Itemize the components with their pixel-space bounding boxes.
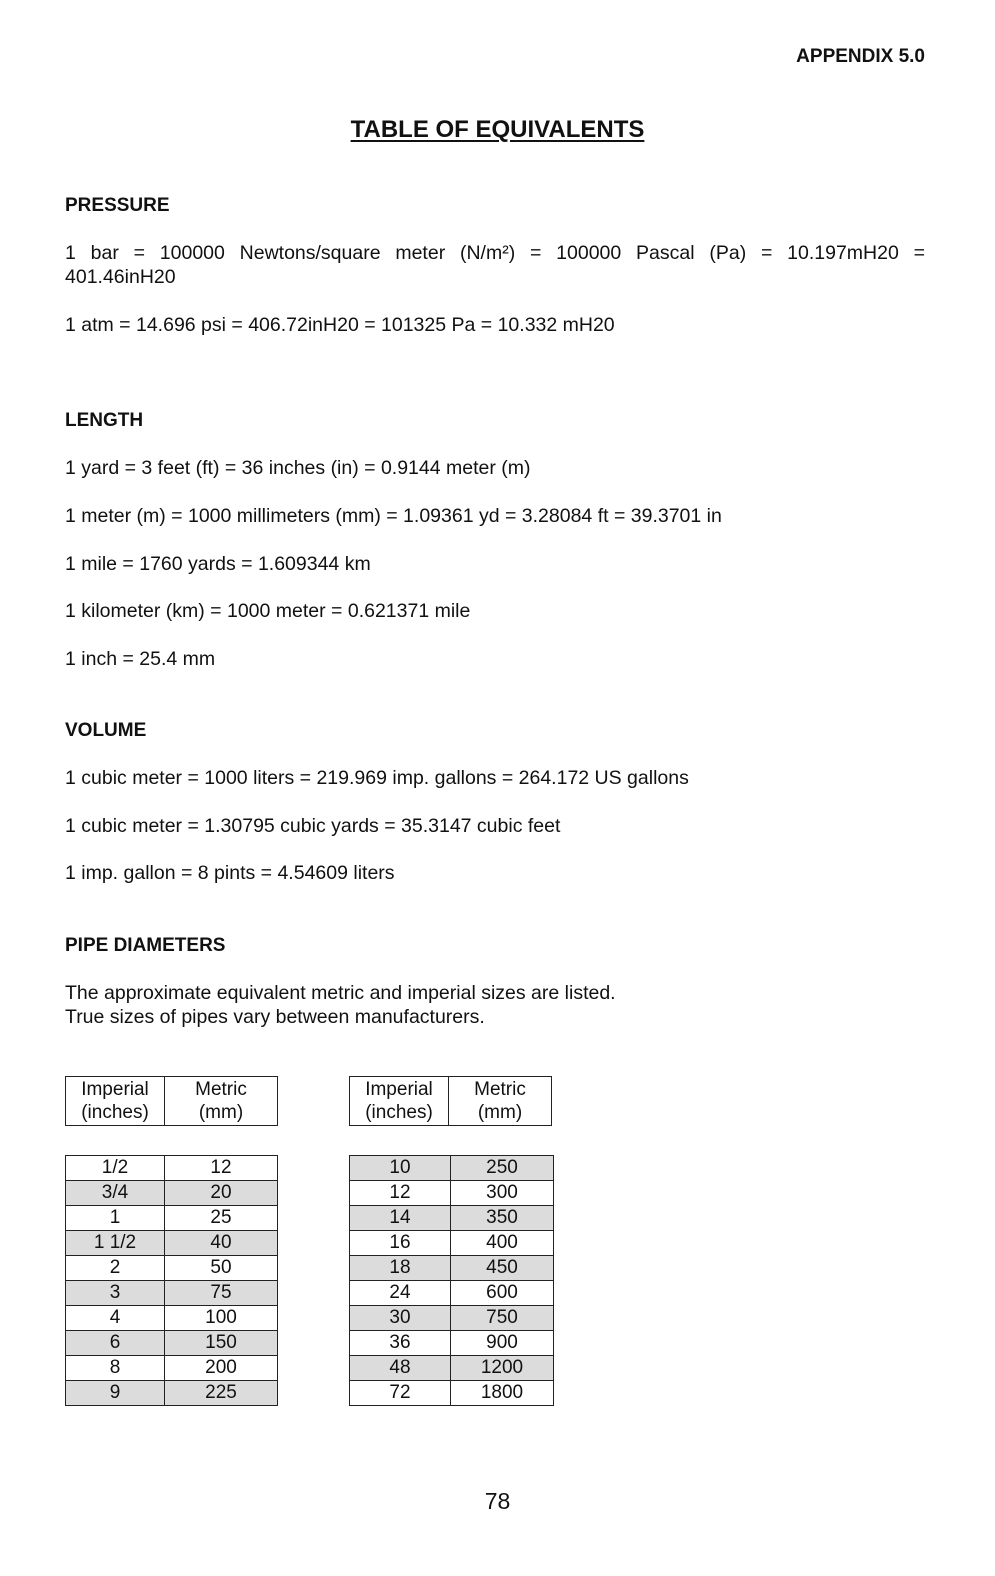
pressure-heading: PRESSURE <box>65 195 170 216</box>
table-row <box>66 1231 278 1256</box>
metric-cell: 150 <box>165 1331 278 1356</box>
table-row <box>350 1331 554 1356</box>
metric-cell: 100 <box>165 1306 278 1331</box>
imperial-cell: 2 <box>66 1256 165 1281</box>
imperial-cell: 1 <box>66 1206 165 1231</box>
pipe-table-left-header <box>65 1076 278 1126</box>
length-line: 1 kilometer (km) = 1000 meter = 0.621371 mile <box>65 600 471 622</box>
volume-line: 1 imp. gallon = 8 pints = 4.54609 liters <box>65 862 395 884</box>
imperial-cell: 36 <box>350 1331 451 1356</box>
pressure-word: (N/m²) <box>459 242 516 264</box>
table-row <box>350 1231 554 1256</box>
pipe-description-line-1: The approximate equivalent metric and imperial sizes are listed. <box>65 982 616 1004</box>
pressure-word: Pascal <box>636 242 695 264</box>
metric-cell: 1200 <box>451 1356 554 1381</box>
pipe-table-left <box>65 1155 278 1406</box>
imperial-cell: 3/4 <box>66 1181 165 1206</box>
metric-cell: 40 <box>165 1231 278 1256</box>
pressure-word: = <box>760 242 773 264</box>
table-row <box>66 1206 278 1231</box>
pipe-table-right-header <box>349 1076 552 1126</box>
length-line: 1 inch = 25.4 mm <box>65 648 216 670</box>
metric-cell: 20 <box>165 1181 278 1206</box>
table-row <box>350 1256 554 1281</box>
table-row <box>350 1206 554 1231</box>
pipe-description-line-2: True sizes of pipes vary between manufacturers. <box>65 1006 485 1028</box>
metric-cell: 75 <box>165 1281 278 1306</box>
imperial-cell: 24 <box>350 1281 451 1306</box>
page-number: 78 <box>484 1488 511 1514</box>
table-row <box>66 1306 278 1331</box>
metric-cell: 300 <box>451 1181 554 1206</box>
table-row <box>350 1356 554 1381</box>
table-row <box>350 1156 554 1181</box>
metric-cell: 750 <box>451 1306 554 1331</box>
appendix-label: APPENDIX 5.0 <box>796 46 925 67</box>
metric-cell: 600 <box>451 1281 554 1306</box>
metric-cell: 350 <box>451 1206 554 1231</box>
header-imperial: Imperial (inches) <box>350 1077 449 1126</box>
volume-heading: VOLUME <box>65 720 147 741</box>
table-row <box>66 1181 278 1206</box>
metric-cell: 12 <box>165 1156 278 1181</box>
table-row <box>66 1356 278 1381</box>
volume-line: 1 cubic meter = 1000 liters = 219.969 imp. gallons = 264.172 US gallons <box>65 767 689 789</box>
length-heading: LENGTH <box>65 410 144 431</box>
length-line: 1 yard = 3 feet (ft) = 36 inches (in) = 0.9144 meter (m) <box>65 457 531 479</box>
pressure-word: 1 <box>65 242 76 264</box>
metric-cell: 225 <box>165 1381 278 1406</box>
imperial-cell: 30 <box>350 1306 451 1331</box>
table-row <box>66 1381 278 1406</box>
header-metric: Metric (mm) <box>165 1077 278 1126</box>
imperial-cell: 10 <box>350 1156 451 1181</box>
pressure-word: = <box>133 242 145 264</box>
pipe-table-right <box>349 1155 554 1406</box>
pipe-diameters-heading: PIPE DIAMETERS <box>65 935 226 956</box>
table-row <box>66 1331 278 1356</box>
page-title: TABLE OF EQUIVALENTS <box>350 116 645 143</box>
table-row <box>350 1381 554 1406</box>
pressure-word: 10.197mH20 <box>787 242 899 264</box>
metric-cell: 450 <box>451 1256 554 1281</box>
length-line: 1 mile = 1760 yards = 1.609344 km <box>65 553 371 575</box>
imperial-cell: 18 <box>350 1256 451 1281</box>
imperial-cell: 12 <box>350 1181 451 1206</box>
header-metric: Metric (mm) <box>449 1077 552 1126</box>
metric-cell: 250 <box>451 1156 554 1181</box>
imperial-cell: 72 <box>350 1381 451 1406</box>
table-row <box>350 1306 554 1331</box>
pressure-word: Newtons/square <box>239 242 381 264</box>
imperial-cell: 16 <box>350 1231 451 1256</box>
imperial-cell: 9 <box>66 1381 165 1406</box>
volume-line: 1 cubic meter = 1.30795 cubic yards = 35.3147 cubic feet <box>65 815 561 837</box>
imperial-cell: 48 <box>350 1356 451 1381</box>
table-row <box>66 1156 278 1181</box>
length-line: 1 meter (m) = 1000 millimeters (mm) = 1.09361 yd = 3.28084 ft = 39.3701 in <box>65 505 722 527</box>
imperial-cell: 6 <box>66 1331 165 1356</box>
imperial-cell: 4 <box>66 1306 165 1331</box>
table-row <box>66 1281 278 1306</box>
imperial-cell: 14 <box>350 1206 451 1231</box>
pressure-line-1 <box>65 241 925 289</box>
metric-cell: 900 <box>451 1331 554 1356</box>
metric-cell: 200 <box>165 1356 278 1381</box>
imperial-cell: 1 1/2 <box>66 1231 165 1256</box>
table-row <box>350 1281 554 1306</box>
imperial-cell: 8 <box>66 1356 165 1381</box>
metric-cell: 1800 <box>451 1381 554 1406</box>
metric-cell: 50 <box>165 1256 278 1281</box>
pressure-word: 100000 <box>159 242 225 264</box>
imperial-cell: 3 <box>66 1281 165 1306</box>
pressure-word: bar <box>90 242 119 264</box>
pressure-line-2: 1 atm = 14.696 psi = 406.72inH20 = 101325 Pa = 10.332 mH20 <box>65 314 615 336</box>
imperial-cell: 1/2 <box>66 1156 165 1181</box>
pressure-word: = <box>530 242 542 264</box>
pressure-word: meter <box>395 242 446 264</box>
table-row <box>66 1256 278 1281</box>
pressure-line-1-continued: 401.46inH20 <box>65 266 176 288</box>
pressure-word: (Pa) <box>709 242 747 264</box>
header-imperial: Imperial (inches) <box>66 1077 165 1126</box>
pressure-word: = <box>913 242 925 264</box>
metric-cell: 400 <box>451 1231 554 1256</box>
pressure-word: 100000 <box>556 242 622 264</box>
metric-cell: 25 <box>165 1206 278 1231</box>
table-row <box>350 1181 554 1206</box>
